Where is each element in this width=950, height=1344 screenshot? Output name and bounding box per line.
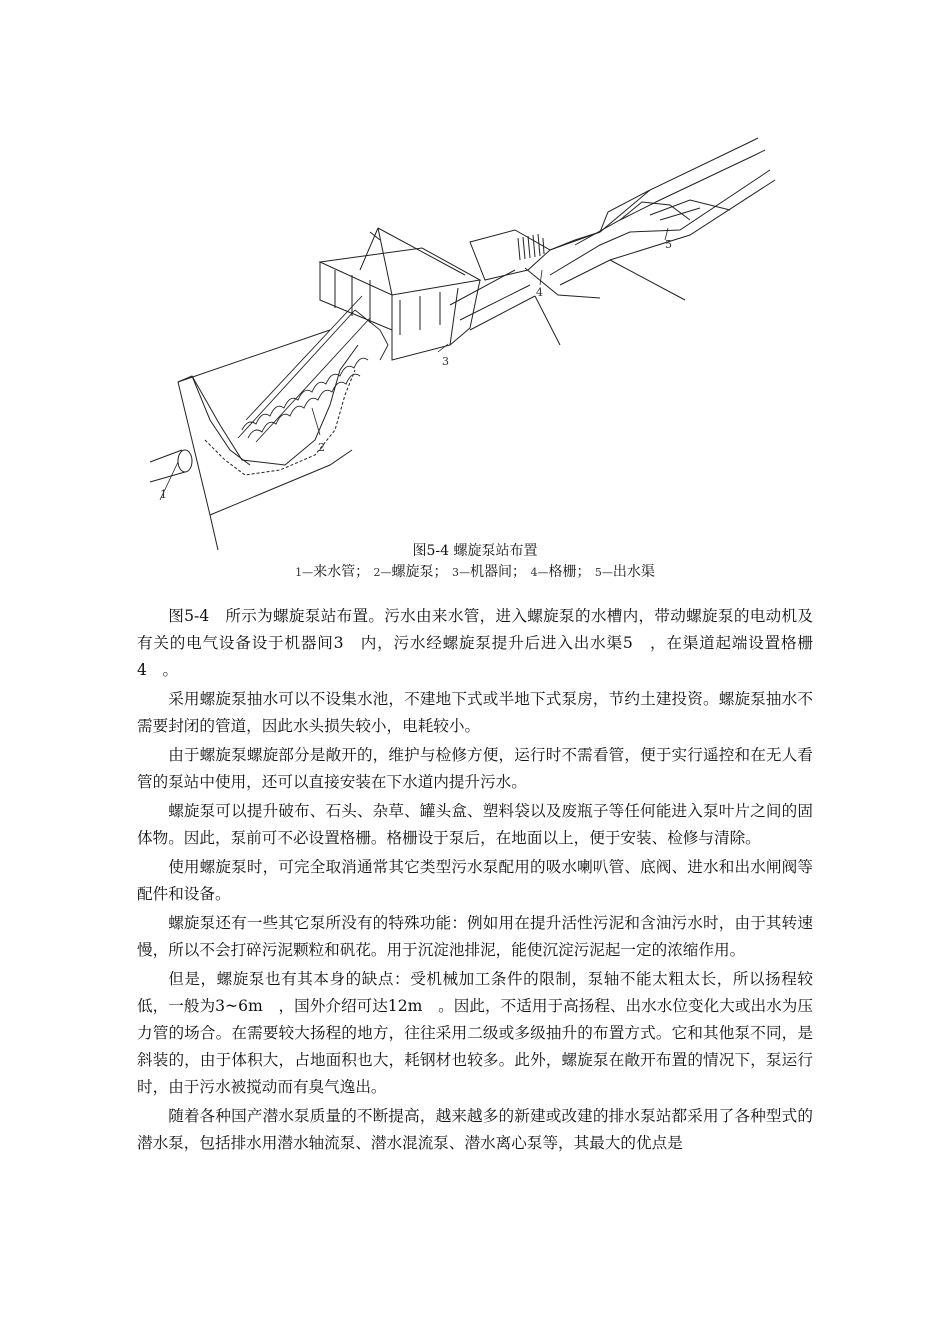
body-text (137, 603, 813, 1159)
legend-item: 3—机器间； (452, 564, 526, 580)
paragraph: 随着各种国产潜水泵质量的不断提高，越来越多的新建或改建的排水泵站都采用了各种型式的潜水泵，包括排水用潜水轴流泵、潜水混流泵、潜水离心泵等，其最大的优点是 (137, 1107, 813, 1152)
paragraph: 但是，螺旋泵也有其本身的缺点：受机械加工条件的限制，泵轴不能太粗太长，所以扬程较低，一般为3~6m ，国外介绍可达12m 。因此，不适用于高扬程、出水水位变化大或出水为压力管的场合。在需要较大扬程的地方，往往采用二级或多级抽升的布置方式。它和其他泵不同，是斜装的，由于体积大，占地面积也大，耗钢材也较多。此外，螺旋泵在敞开布置的情况下，泵运行时，由于污水被搅动而有臭气逸出。 (137, 970, 813, 1096)
legend-item: 4—格栅； (530, 564, 591, 580)
figure-caption: 图5-4 螺旋泵站布置 (412, 543, 538, 559)
callout-2: 2 (318, 441, 325, 454)
legend-item: 1—来水管； (295, 564, 370, 580)
legend-item: 5—出水渠 (594, 564, 655, 580)
paragraph: 螺旋泵还有一些其它泵所没有的特殊功能：例如用在提升活性污泥和含油污水时，由于其转速慢，所以不会打碎污泥颗粒和矾花。用于沉淀池排泥，能使沉淀污泥起一定的浓缩作用。 (137, 914, 813, 959)
screw-pump (238, 296, 388, 442)
callout-4: 4 (536, 286, 543, 299)
paragraph: 使用螺旋泵时，可完全取消通常其它类型污水泵配用的吸水喇叭管、底阀、进水和出水闸阀等配件和设备。 (137, 858, 813, 903)
paragraph: 螺旋泵可以提升破布、石头、杂草、罐头盒、塑料袋以及废瓶子等任何能进入泵叶片之间的固体物。因此，泵前可不必设置格栅。格栅设于泵后，在地面以上，便于安装、检修与清除。 (137, 802, 813, 847)
pump-station-illustration (130, 120, 820, 550)
machine-room (320, 228, 480, 360)
callout-1: 1 (160, 488, 167, 501)
paragraph: 由于螺旋泵螺旋部分是敞开的，维护与检修方便，运行时不需看管，便于实行遥控和在无人看管的泵站中使用，还可以直接安装在下水道内提升污水。 (137, 746, 813, 791)
paragraph: 图5-4 所示为螺旋泵站布置。污水由来水管，进入螺旋泵的水槽内，带动螺旋泵的电动机及有关的电气设备设于机器间3 内，污水经螺旋泵提升后进入出水渠5 ，在渠道起端设置格栅4 。 (137, 607, 813, 679)
callout-5: 5 (665, 238, 672, 251)
paragraph: 采用螺旋泵抽水可以不设集水池，不建地下式或半地下式泵房，节约土建投资。螺旋泵抽水不需要封闭的管道，因此水头损失较小，电耗较小。 (137, 690, 813, 735)
outlet-trough (550, 138, 775, 300)
callout-3: 3 (442, 355, 449, 368)
figure-legend (0, 561, 950, 581)
pump-trough (178, 330, 358, 550)
legend-item: 2—螺旋泵； (373, 564, 448, 580)
grille (470, 230, 600, 298)
outlet-channel (450, 270, 560, 345)
